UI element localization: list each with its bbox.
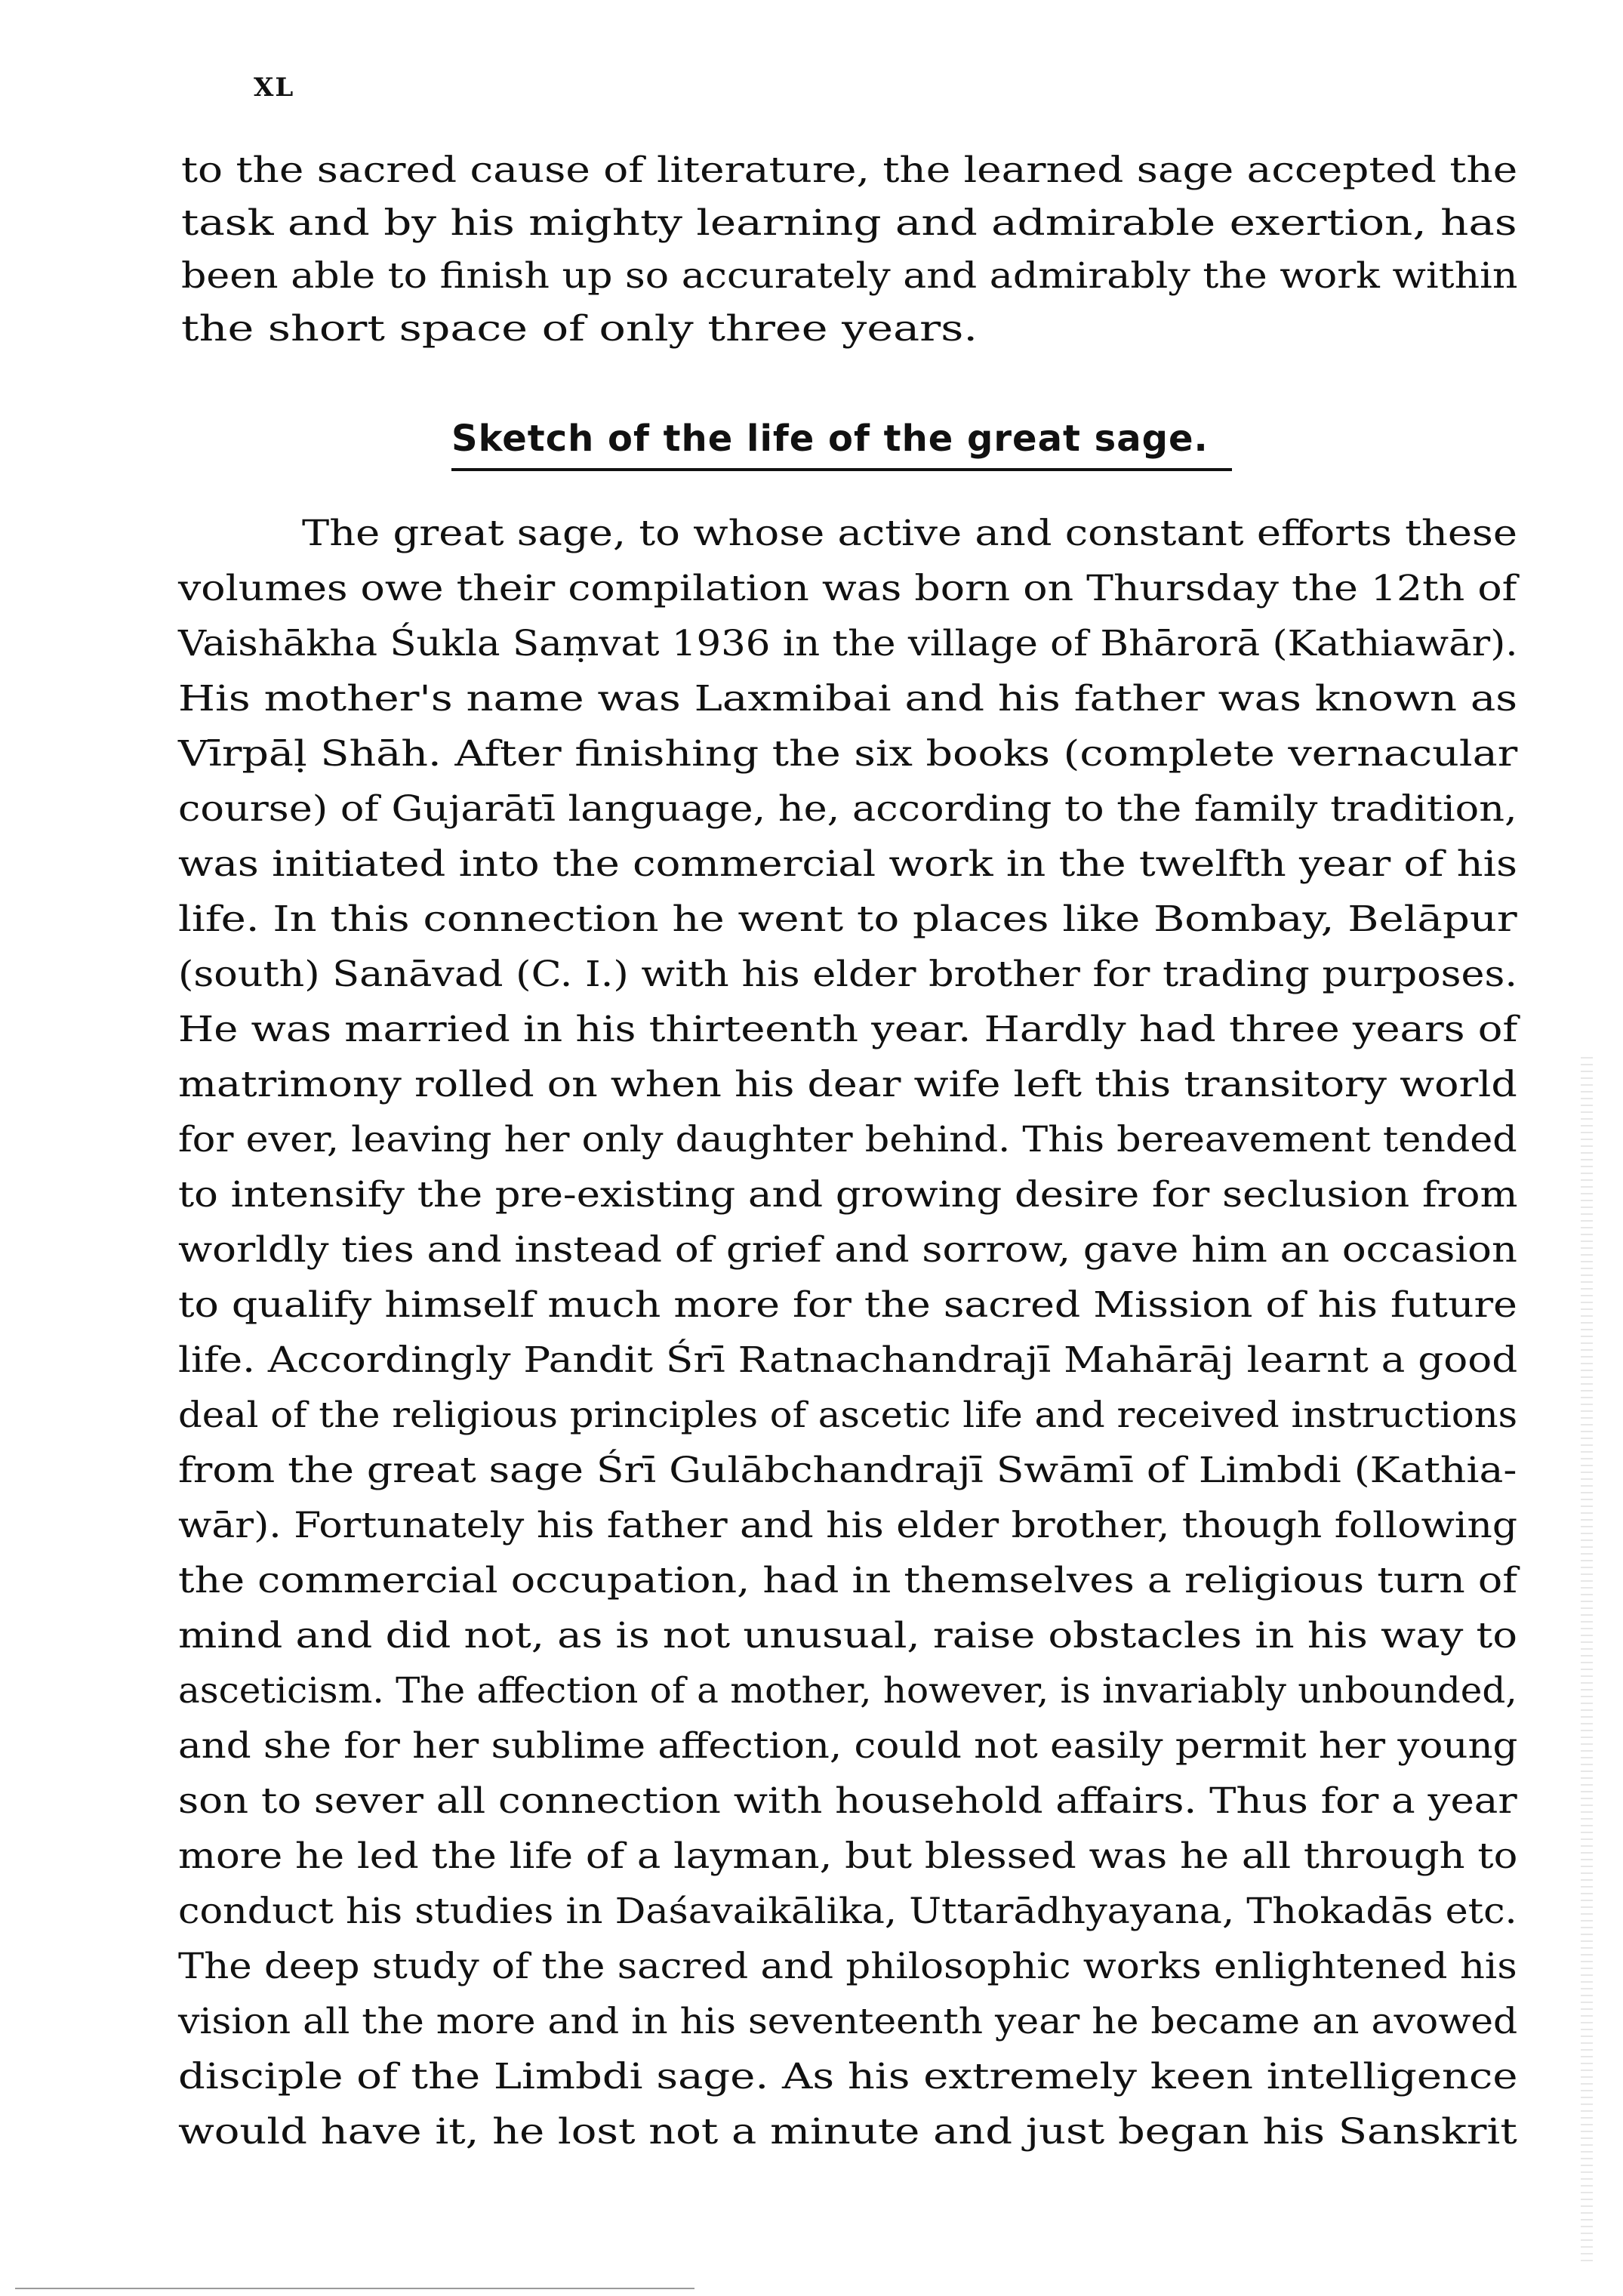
text-line: mind and did not, as is not unusual, raise obstacles in his way to (178, 1615, 1517, 1657)
text-line: and she for her sublime affection, could not easily permit her young (178, 1725, 1518, 1767)
text-line: The great sage, to whose active and constant efforts these (302, 513, 1517, 554)
text-line: conduct his studies in Daśavaikālika, Uttarādhyayana, Thokadās etc. (178, 1891, 1517, 1932)
text-line: to intensify the pre-existing and growing desire for seclusion from (178, 1174, 1518, 1216)
text-line: from the great sage Śrī Gulābchandrajī Swāmī of Limbdi (Kathia- (178, 1450, 1517, 1491)
text-line: (south) Sanāvad (C. I.) with his elder brother for trading purposes. (178, 954, 1518, 995)
text-line: vision all the more and in his seventeenth year he became an avowed (178, 2001, 1518, 2042)
text-line: asceticism. The affection of a mother, however, is invariably unbounded, (178, 1670, 1517, 1712)
text-line: He was married in his thirteenth year. Hardly had three years of (178, 1009, 1518, 1050)
text-line: deal of the religious principles of ascetic life and received instructions (178, 1395, 1518, 1436)
text-line: been able to finish up so accurately and admirably the work within (181, 255, 1518, 297)
scan-bottom-rule (15, 2288, 694, 2289)
text-line: life. In this connection he went to places like Bombay, Belāpur (178, 898, 1517, 940)
text-line: volumes owe their compilation was born on Thursday the 12th of (178, 568, 1517, 609)
heading-underline (451, 468, 1232, 471)
text-line: the short space of only three years. (181, 308, 978, 350)
text-line: worldly ties and instead of grief and sorrow, gave him an occasion (178, 1229, 1517, 1271)
section-heading: Sketch of the life of the great sage. (451, 418, 1209, 460)
text-line: course) of Gujarātī language, he, according to the family tradition, (178, 788, 1517, 830)
text-line: disciple of the Limbdi sage. As his extremely keen intelligence (178, 2056, 1518, 2097)
text-line: to the sacred cause of literature, the learned sage accepted the (181, 149, 1518, 191)
text-line: Vīrpāḷ Shāh. After finishing the six books (complete vernacular (178, 733, 1518, 775)
text-line: matrimony rolled on when his dear wife left this transitory world (178, 1064, 1517, 1105)
text-line: to qualify himself much more for the sacred Mission of his future (178, 1284, 1517, 1326)
text-line: The deep study of the sacred and philosophic works enlightened his (178, 1946, 1517, 1987)
text-line: more he led the life of a layman, but blessed was he all through to (178, 1835, 1518, 1877)
text-line: life. Accordingly Pandit Śrī Ratnachandrajī Mahārāj learnt a good (178, 1339, 1518, 1381)
text-line: for ever, leaving her only daughter behind. This bereavement tended (178, 1119, 1517, 1160)
text-line: His mother's name was Laxmibai and his father was known as (178, 678, 1518, 720)
page-number: XL (254, 72, 295, 103)
scan-edge-speckle (1581, 1057, 1593, 2265)
text-line: son to sever all connection with household affairs. Thus for a year (178, 1780, 1517, 1822)
text-line: Vaishākha Śukla Saṃvat 1936 in the village of Bhārorā (Kathiawār). (178, 623, 1518, 664)
text-line: wār). Fortunately his father and his elder brother, though following (178, 1505, 1518, 1546)
text-line: was initiated into the commercial work in the twelfth year of his (178, 843, 1517, 885)
text-line: the commercial occupation, had in themselves a religious turn of (178, 1560, 1518, 1601)
text-line: task and by his mighty learning and admirable exertion, has (181, 202, 1517, 244)
text-line: would have it, he lost not a minute and just began his Sanskrit (178, 2111, 1517, 2153)
